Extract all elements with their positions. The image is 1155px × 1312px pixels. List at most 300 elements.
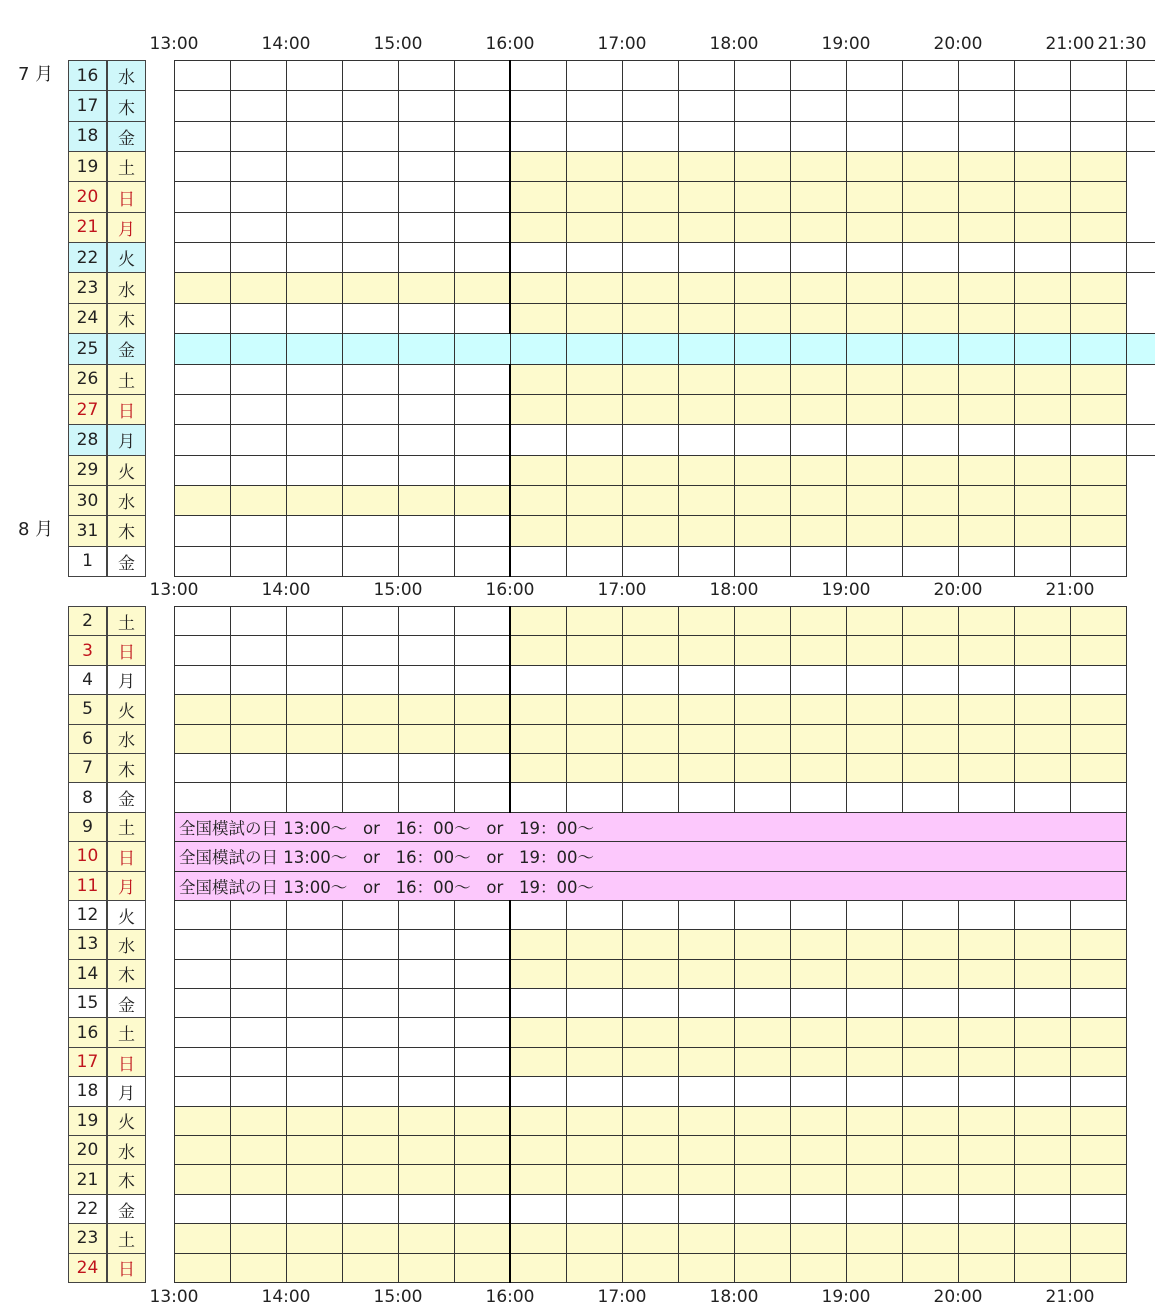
- time-slot-cell[interactable]: [846, 900, 903, 930]
- time-slot-cell[interactable]: [846, 1076, 903, 1106]
- time-slot-cell[interactable]: [342, 303, 399, 334]
- time-slot-cell[interactable]: [846, 1194, 903, 1224]
- time-slot-cell[interactable]: [510, 60, 567, 91]
- time-slot-cell[interactable]: [902, 546, 959, 577]
- time-slot-cell[interactable]: [342, 424, 399, 455]
- time-slot-cell[interactable]: [1070, 1017, 1127, 1047]
- time-slot-cell[interactable]: [790, 181, 847, 212]
- time-slot-cell[interactable]: [1126, 242, 1155, 273]
- time-slot-cell[interactable]: [398, 515, 455, 546]
- time-slot-cell[interactable]: [902, 1194, 959, 1224]
- time-slot-cell[interactable]: [286, 1017, 343, 1047]
- time-slot-cell[interactable]: [790, 272, 847, 303]
- time-slot-cell[interactable]: [902, 151, 959, 182]
- time-slot-cell[interactable]: [678, 782, 735, 812]
- time-slot-cell[interactable]: [342, 515, 399, 546]
- time-slot-cell[interactable]: [230, 212, 287, 243]
- time-slot-cell[interactable]: [454, 181, 511, 212]
- time-slot-cell[interactable]: [566, 782, 623, 812]
- time-slot-cell[interactable]: [286, 181, 343, 212]
- time-slot-cell[interactable]: [622, 1047, 679, 1077]
- time-slot-cell[interactable]: [1014, 242, 1071, 273]
- time-slot-cell[interactable]: [286, 1164, 343, 1194]
- time-slot-cell[interactable]: [174, 988, 231, 1018]
- time-slot-cell[interactable]: [734, 242, 791, 273]
- time-slot-cell[interactable]: [566, 121, 623, 152]
- time-slot-cell[interactable]: [230, 753, 287, 783]
- time-slot-cell[interactable]: [902, 1106, 959, 1136]
- time-slot-cell[interactable]: [230, 929, 287, 959]
- time-slot-cell[interactable]: [622, 333, 679, 364]
- time-slot-cell[interactable]: [286, 900, 343, 930]
- time-slot-cell[interactable]: [678, 303, 735, 334]
- time-slot-cell[interactable]: [342, 121, 399, 152]
- time-slot-cell[interactable]: [566, 988, 623, 1018]
- time-slot-cell[interactable]: [734, 1076, 791, 1106]
- time-slot-cell[interactable]: [902, 782, 959, 812]
- time-slot-cell[interactable]: [1014, 272, 1071, 303]
- time-slot-cell[interactable]: [1014, 929, 1071, 959]
- time-slot-cell[interactable]: [342, 272, 399, 303]
- time-slot-cell[interactable]: [1126, 424, 1155, 455]
- time-slot-cell[interactable]: [790, 1223, 847, 1253]
- time-slot-cell[interactable]: [622, 212, 679, 243]
- time-slot-cell[interactable]: [902, 1164, 959, 1194]
- time-slot-cell[interactable]: [398, 900, 455, 930]
- time-slot-cell[interactable]: [958, 303, 1015, 334]
- time-slot-cell[interactable]: [510, 242, 567, 273]
- time-slot-cell[interactable]: [230, 1106, 287, 1136]
- time-slot-cell[interactable]: [566, 1017, 623, 1047]
- time-slot-cell[interactable]: [678, 900, 735, 930]
- time-slot-cell[interactable]: [734, 782, 791, 812]
- time-slot-cell[interactable]: [1014, 394, 1071, 425]
- time-slot-cell[interactable]: [510, 724, 567, 754]
- time-slot-cell[interactable]: [622, 959, 679, 989]
- time-slot-cell[interactable]: [678, 1106, 735, 1136]
- time-slot-cell[interactable]: [958, 272, 1015, 303]
- time-slot-cell[interactable]: [398, 959, 455, 989]
- time-slot-cell[interactable]: [958, 333, 1015, 364]
- time-slot-cell[interactable]: [454, 121, 511, 152]
- time-slot-cell[interactable]: [230, 959, 287, 989]
- time-slot-cell[interactable]: [454, 635, 511, 665]
- time-slot-cell[interactable]: [1070, 606, 1127, 636]
- time-slot-cell[interactable]: [286, 782, 343, 812]
- time-slot-cell[interactable]: [1014, 606, 1071, 636]
- time-slot-cell[interactable]: [846, 606, 903, 636]
- time-slot-cell[interactable]: [398, 394, 455, 425]
- time-slot-cell[interactable]: [398, 1047, 455, 1077]
- time-slot-cell[interactable]: [454, 394, 511, 425]
- time-slot-cell[interactable]: [1070, 900, 1127, 930]
- time-slot-cell[interactable]: [454, 485, 511, 516]
- time-slot-cell[interactable]: [678, 635, 735, 665]
- time-slot-cell[interactable]: [286, 303, 343, 334]
- time-slot-cell[interactable]: [342, 959, 399, 989]
- time-slot-cell[interactable]: [1070, 1253, 1127, 1283]
- time-slot-cell[interactable]: [958, 782, 1015, 812]
- time-slot-cell[interactable]: [902, 988, 959, 1018]
- time-slot-cell[interactable]: [1070, 694, 1127, 724]
- time-slot-cell[interactable]: [342, 1047, 399, 1077]
- time-slot-cell[interactable]: [454, 1017, 511, 1047]
- time-slot-cell[interactable]: [398, 635, 455, 665]
- time-slot-cell[interactable]: [678, 1076, 735, 1106]
- time-slot-cell[interactable]: [230, 1076, 287, 1106]
- time-slot-cell[interactable]: [510, 181, 567, 212]
- time-slot-cell[interactable]: [790, 1106, 847, 1136]
- time-slot-cell[interactable]: [734, 635, 791, 665]
- time-slot-cell[interactable]: [734, 364, 791, 395]
- time-slot-cell[interactable]: [1070, 1194, 1127, 1224]
- time-slot-cell[interactable]: [1014, 694, 1071, 724]
- time-slot-cell[interactable]: [398, 724, 455, 754]
- time-slot-cell[interactable]: [790, 1076, 847, 1106]
- time-slot-cell[interactable]: [342, 1253, 399, 1283]
- time-slot-cell[interactable]: [454, 212, 511, 243]
- time-slot-cell[interactable]: [846, 424, 903, 455]
- time-slot-cell[interactable]: [174, 1164, 231, 1194]
- time-slot-cell[interactable]: [902, 303, 959, 334]
- time-slot-cell[interactable]: [1014, 1076, 1071, 1106]
- time-slot-cell[interactable]: [398, 151, 455, 182]
- time-slot-cell[interactable]: [566, 303, 623, 334]
- time-slot-cell[interactable]: [510, 151, 567, 182]
- time-slot-cell[interactable]: [622, 394, 679, 425]
- time-slot-cell[interactable]: [286, 988, 343, 1018]
- time-slot-cell[interactable]: [734, 60, 791, 91]
- time-slot-cell[interactable]: [622, 90, 679, 121]
- time-slot-cell[interactable]: [790, 900, 847, 930]
- time-slot-cell[interactable]: [1070, 1164, 1127, 1194]
- time-slot-cell[interactable]: [846, 333, 903, 364]
- time-slot-cell[interactable]: [286, 242, 343, 273]
- time-slot-cell[interactable]: [846, 455, 903, 486]
- time-slot-cell[interactable]: [230, 635, 287, 665]
- time-slot-cell[interactable]: [902, 455, 959, 486]
- time-slot-cell[interactable]: [958, 959, 1015, 989]
- time-slot-cell[interactable]: [342, 455, 399, 486]
- time-slot-cell[interactable]: [230, 546, 287, 577]
- time-slot-cell[interactable]: [734, 212, 791, 243]
- time-slot-cell[interactable]: [174, 959, 231, 989]
- time-slot-cell[interactable]: [1014, 665, 1071, 695]
- time-slot-cell[interactable]: [790, 782, 847, 812]
- time-slot-cell[interactable]: [1070, 424, 1127, 455]
- time-slot-cell[interactable]: [398, 364, 455, 395]
- time-slot-cell[interactable]: [398, 782, 455, 812]
- time-slot-cell[interactable]: [398, 929, 455, 959]
- time-slot-cell[interactable]: [286, 1106, 343, 1136]
- time-slot-cell[interactable]: [510, 929, 567, 959]
- time-slot-cell[interactable]: [790, 606, 847, 636]
- time-slot-cell[interactable]: [510, 364, 567, 395]
- time-slot-cell[interactable]: [678, 694, 735, 724]
- time-slot-cell[interactable]: [454, 90, 511, 121]
- time-slot-cell[interactable]: [1014, 900, 1071, 930]
- time-slot-cell[interactable]: [1070, 1135, 1127, 1165]
- time-slot-cell[interactable]: [846, 394, 903, 425]
- time-slot-cell[interactable]: [734, 394, 791, 425]
- time-slot-cell[interactable]: [510, 782, 567, 812]
- time-slot-cell[interactable]: [398, 1223, 455, 1253]
- time-slot-cell[interactable]: [902, 694, 959, 724]
- time-slot-cell[interactable]: [566, 455, 623, 486]
- time-slot-cell[interactable]: [902, 929, 959, 959]
- time-slot-cell[interactable]: [678, 1253, 735, 1283]
- time-slot-cell[interactable]: [174, 121, 231, 152]
- time-slot-cell[interactable]: [790, 959, 847, 989]
- time-slot-cell[interactable]: [790, 1164, 847, 1194]
- time-slot-cell[interactable]: [566, 546, 623, 577]
- time-slot-cell[interactable]: [622, 1106, 679, 1136]
- time-slot-cell[interactable]: [342, 988, 399, 1018]
- time-slot-cell[interactable]: [510, 1017, 567, 1047]
- time-slot-cell[interactable]: [454, 665, 511, 695]
- time-slot-cell[interactable]: [1070, 724, 1127, 754]
- time-slot-cell[interactable]: [230, 782, 287, 812]
- time-slot-cell[interactable]: [958, 90, 1015, 121]
- time-slot-cell[interactable]: [1126, 90, 1155, 121]
- time-slot-cell[interactable]: [510, 1223, 567, 1253]
- time-slot-cell[interactable]: [230, 1253, 287, 1283]
- time-slot-cell[interactable]: [846, 515, 903, 546]
- time-slot-cell[interactable]: [230, 1194, 287, 1224]
- time-slot-cell[interactable]: [398, 1164, 455, 1194]
- time-slot-cell[interactable]: [902, 606, 959, 636]
- time-slot-cell[interactable]: [1070, 546, 1127, 577]
- time-slot-cell[interactable]: [454, 60, 511, 91]
- time-slot-cell[interactable]: [398, 181, 455, 212]
- time-slot-cell[interactable]: [1070, 272, 1127, 303]
- time-slot-cell[interactable]: [734, 151, 791, 182]
- time-slot-cell[interactable]: [790, 929, 847, 959]
- time-slot-cell[interactable]: [510, 665, 567, 695]
- time-slot-cell[interactable]: [902, 1017, 959, 1047]
- time-slot-cell[interactable]: [174, 455, 231, 486]
- time-slot-cell[interactable]: [286, 333, 343, 364]
- time-slot-cell[interactable]: [790, 1194, 847, 1224]
- time-slot-cell[interactable]: [846, 1135, 903, 1165]
- time-slot-cell[interactable]: [398, 1194, 455, 1224]
- time-slot-cell[interactable]: [342, 900, 399, 930]
- time-slot-cell[interactable]: [230, 181, 287, 212]
- time-slot-cell[interactable]: [398, 1135, 455, 1165]
- time-slot-cell[interactable]: [790, 1253, 847, 1283]
- time-slot-cell[interactable]: [174, 606, 231, 636]
- time-slot-cell[interactable]: [622, 485, 679, 516]
- time-slot-cell[interactable]: [510, 272, 567, 303]
- time-slot-cell[interactable]: [342, 181, 399, 212]
- time-slot-cell[interactable]: [1014, 181, 1071, 212]
- time-slot-cell[interactable]: [454, 753, 511, 783]
- time-slot-cell[interactable]: [622, 782, 679, 812]
- time-slot-cell[interactable]: [174, 364, 231, 395]
- time-slot-cell[interactable]: [846, 635, 903, 665]
- time-slot-cell[interactable]: [622, 515, 679, 546]
- time-slot-cell[interactable]: [454, 1223, 511, 1253]
- time-slot-cell[interactable]: [846, 121, 903, 152]
- time-slot-cell[interactable]: [790, 455, 847, 486]
- time-slot-cell[interactable]: [286, 753, 343, 783]
- time-slot-cell[interactable]: [678, 929, 735, 959]
- time-slot-cell[interactable]: [734, 753, 791, 783]
- time-slot-cell[interactable]: [846, 724, 903, 754]
- time-slot-cell[interactable]: [1070, 394, 1127, 425]
- time-slot-cell[interactable]: [958, 121, 1015, 152]
- time-slot-cell[interactable]: [342, 635, 399, 665]
- time-slot-cell[interactable]: [342, 60, 399, 91]
- time-slot-cell[interactable]: [678, 988, 735, 1018]
- time-slot-cell[interactable]: [1070, 782, 1127, 812]
- time-slot-cell[interactable]: [510, 90, 567, 121]
- time-slot-cell[interactable]: [734, 424, 791, 455]
- time-slot-cell[interactable]: [1014, 724, 1071, 754]
- time-slot-cell[interactable]: [622, 242, 679, 273]
- time-slot-cell[interactable]: [286, 1047, 343, 1077]
- time-slot-cell[interactable]: [342, 1223, 399, 1253]
- time-slot-cell[interactable]: [398, 1017, 455, 1047]
- time-slot-cell[interactable]: [566, 1076, 623, 1106]
- time-slot-cell[interactable]: [622, 724, 679, 754]
- time-slot-cell[interactable]: [286, 90, 343, 121]
- time-slot-cell[interactable]: [622, 151, 679, 182]
- time-slot-cell[interactable]: [174, 929, 231, 959]
- time-slot-cell[interactable]: [790, 242, 847, 273]
- time-slot-cell[interactable]: [174, 212, 231, 243]
- time-slot-cell[interactable]: [230, 303, 287, 334]
- time-slot-cell[interactable]: [1014, 1253, 1071, 1283]
- time-slot-cell[interactable]: [454, 959, 511, 989]
- time-slot-cell[interactable]: [958, 1017, 1015, 1047]
- time-slot-cell[interactable]: [454, 694, 511, 724]
- time-slot-cell[interactable]: [398, 303, 455, 334]
- time-slot-cell[interactable]: [1070, 753, 1127, 783]
- time-slot-cell[interactable]: [230, 988, 287, 1018]
- time-slot-cell[interactable]: [566, 181, 623, 212]
- time-slot-cell[interactable]: [1014, 121, 1071, 152]
- time-slot-cell[interactable]: [454, 515, 511, 546]
- time-slot-cell[interactable]: [734, 333, 791, 364]
- time-slot-cell[interactable]: [342, 1164, 399, 1194]
- time-slot-cell[interactable]: [678, 959, 735, 989]
- time-slot-cell[interactable]: [286, 424, 343, 455]
- time-slot-cell[interactable]: [790, 90, 847, 121]
- time-slot-cell[interactable]: [174, 1253, 231, 1283]
- time-slot-cell[interactable]: [286, 606, 343, 636]
- time-slot-cell[interactable]: [734, 485, 791, 516]
- time-slot-cell[interactable]: [958, 606, 1015, 636]
- time-slot-cell[interactable]: [510, 1106, 567, 1136]
- time-slot-cell[interactable]: [734, 988, 791, 1018]
- time-slot-cell[interactable]: [398, 212, 455, 243]
- time-slot-cell[interactable]: [678, 485, 735, 516]
- time-slot-cell[interactable]: [510, 212, 567, 243]
- time-slot-cell[interactable]: [846, 485, 903, 516]
- time-slot-cell[interactable]: [174, 1076, 231, 1106]
- time-slot-cell[interactable]: [566, 1135, 623, 1165]
- time-slot-cell[interactable]: [678, 364, 735, 395]
- time-slot-cell[interactable]: [790, 424, 847, 455]
- time-slot-cell[interactable]: [678, 181, 735, 212]
- time-slot-cell[interactable]: [902, 665, 959, 695]
- time-slot-cell[interactable]: [454, 1076, 511, 1106]
- time-slot-cell[interactable]: [902, 515, 959, 546]
- time-slot-cell[interactable]: [1014, 212, 1071, 243]
- time-slot-cell[interactable]: [846, 272, 903, 303]
- time-slot-cell[interactable]: [846, 1017, 903, 1047]
- time-slot-cell[interactable]: [230, 485, 287, 516]
- time-slot-cell[interactable]: [622, 272, 679, 303]
- time-slot-cell[interactable]: [734, 546, 791, 577]
- time-slot-cell[interactable]: [790, 1135, 847, 1165]
- time-slot-cell[interactable]: [622, 665, 679, 695]
- time-slot-cell[interactable]: [342, 212, 399, 243]
- time-slot-cell[interactable]: [398, 333, 455, 364]
- time-slot-cell[interactable]: [958, 1194, 1015, 1224]
- time-slot-cell[interactable]: [958, 60, 1015, 91]
- time-slot-cell[interactable]: [398, 424, 455, 455]
- time-slot-cell[interactable]: [510, 1076, 567, 1106]
- time-slot-cell[interactable]: [286, 929, 343, 959]
- time-slot-cell[interactable]: [1014, 1106, 1071, 1136]
- time-slot-cell[interactable]: [846, 1223, 903, 1253]
- time-slot-cell[interactable]: [566, 90, 623, 121]
- time-slot-cell[interactable]: [1070, 364, 1127, 395]
- time-slot-cell[interactable]: [1014, 333, 1071, 364]
- time-slot-cell[interactable]: [1014, 60, 1071, 91]
- time-slot-cell[interactable]: [230, 60, 287, 91]
- time-slot-cell[interactable]: [454, 546, 511, 577]
- time-slot-cell[interactable]: [286, 1194, 343, 1224]
- time-slot-cell[interactable]: [566, 485, 623, 516]
- time-slot-cell[interactable]: [1014, 455, 1071, 486]
- time-slot-cell[interactable]: [566, 1164, 623, 1194]
- time-slot-cell[interactable]: [790, 546, 847, 577]
- time-slot-cell[interactable]: [790, 394, 847, 425]
- time-slot-cell[interactable]: [342, 724, 399, 754]
- time-slot-cell[interactable]: [678, 212, 735, 243]
- time-slot-cell[interactable]: [734, 1106, 791, 1136]
- time-slot-cell[interactable]: [1070, 635, 1127, 665]
- time-slot-cell[interactable]: [678, 606, 735, 636]
- time-slot-cell[interactable]: [846, 212, 903, 243]
- time-slot-cell[interactable]: [566, 1253, 623, 1283]
- time-slot-cell[interactable]: [958, 1135, 1015, 1165]
- time-slot-cell[interactable]: [230, 151, 287, 182]
- time-slot-cell[interactable]: [846, 181, 903, 212]
- time-slot-cell[interactable]: [174, 60, 231, 91]
- time-slot-cell[interactable]: [622, 1253, 679, 1283]
- time-slot-cell[interactable]: [286, 724, 343, 754]
- time-slot-cell[interactable]: [398, 753, 455, 783]
- time-slot-cell[interactable]: [678, 665, 735, 695]
- time-slot-cell[interactable]: [958, 988, 1015, 1018]
- time-slot-cell[interactable]: [902, 724, 959, 754]
- time-slot-cell[interactable]: [958, 485, 1015, 516]
- time-slot-cell[interactable]: [1070, 1223, 1127, 1253]
- time-slot-cell[interactable]: [846, 303, 903, 334]
- time-slot-cell[interactable]: [678, 515, 735, 546]
- time-slot-cell[interactable]: [678, 753, 735, 783]
- time-slot-cell[interactable]: [958, 665, 1015, 695]
- time-slot-cell[interactable]: [174, 1135, 231, 1165]
- time-slot-cell[interactable]: [230, 90, 287, 121]
- time-slot-cell[interactable]: [958, 694, 1015, 724]
- time-slot-cell[interactable]: [678, 724, 735, 754]
- time-slot-cell[interactable]: [734, 515, 791, 546]
